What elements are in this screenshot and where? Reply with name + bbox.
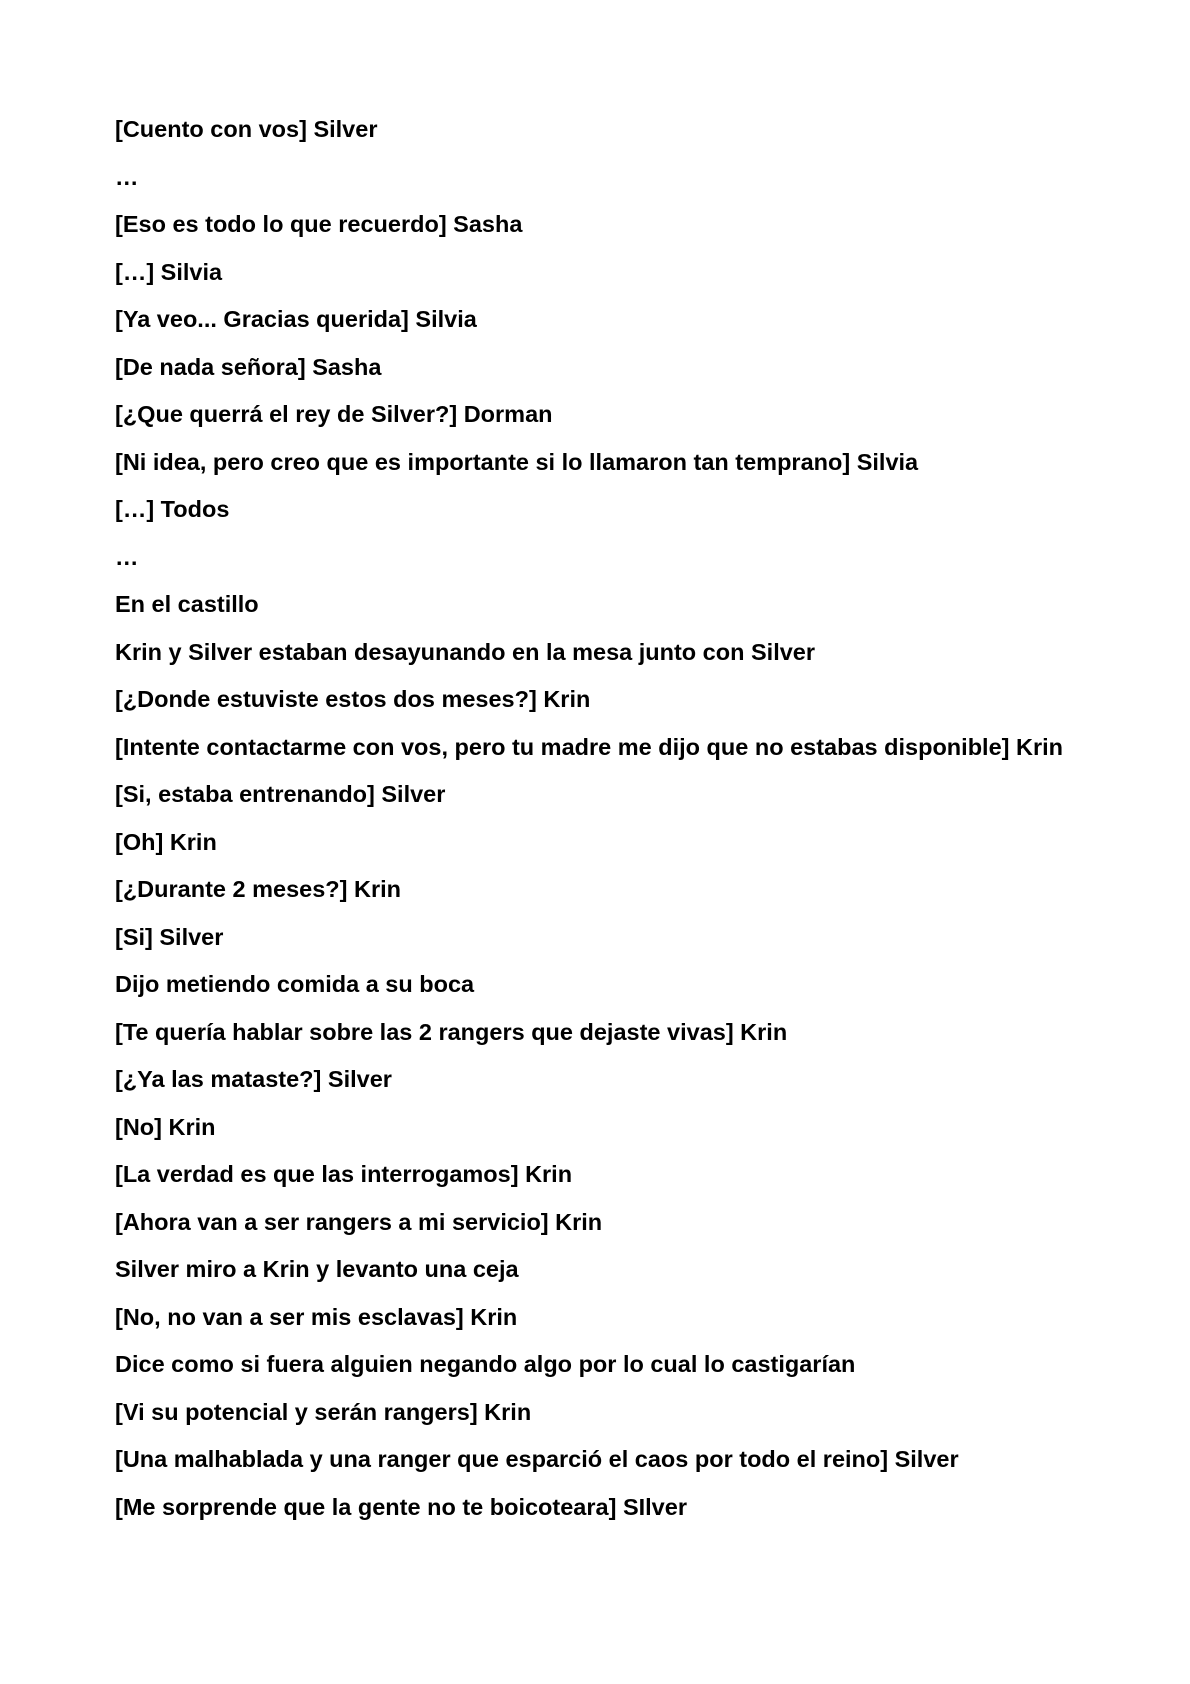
- text-line: …: [115, 543, 139, 570]
- text-line: [Ya veo... Gracias querida] Silvia: [115, 306, 477, 332]
- text-line: [Oh] Krin: [115, 828, 217, 855]
- text-line: […] Todos: [115, 496, 230, 522]
- text-line: [Intente contactarme con vos, pero tu madre me dijo que no estabas disponible] Krin: [115, 733, 1063, 760]
- text-line: Dice como si fuera alguien negando algo por lo cual lo castigarían: [115, 1351, 856, 1377]
- document-body: [115, 113, 1075, 1538]
- text-line: [Te quería hablar sobre las 2 rangers que dejaste vivas] Krin: [115, 1018, 788, 1045]
- text-line: Silver miro a Krin y levanto una ceja: [115, 1256, 519, 1282]
- text-line: [Vi su potencial y serán rangers] Krin: [115, 1398, 532, 1425]
- text-line: [¿Donde estuviste estos dos meses?] Krin: [115, 686, 591, 712]
- text-line: [Ni idea, pero creo que es importante si lo llamaron tan temprano] Silvia: [115, 448, 919, 475]
- text-line: [De nada señora] Sasha: [115, 353, 382, 380]
- text-line: [Si, estaba entrenando] Silver: [115, 781, 446, 807]
- text-line: [No, no van a ser mis esclavas] Krin: [115, 1303, 518, 1330]
- text-line: [¿Que querrá el rey de Silver?] Dorman: [115, 401, 553, 427]
- text-line: [¿Ya las mataste?] Silver: [115, 1066, 392, 1092]
- text-line: [Si] Silver: [115, 923, 224, 950]
- text-line: [¿Durante 2 meses?] Krin: [115, 876, 401, 902]
- text-line: Dijo metiendo comida a su boca: [115, 971, 475, 997]
- text-line: [No] Krin: [115, 1113, 216, 1140]
- text-line: [Eso es todo lo que recuerdo] Sasha: [115, 211, 523, 237]
- text-line: […] Silvia: [115, 258, 223, 285]
- text-line: Krin y Silver estaban desayunando en la mesa junto con Silver: [115, 638, 816, 665]
- text-line: [Cuento con vos] Silver: [115, 116, 378, 142]
- text-line: En el castillo: [115, 591, 259, 617]
- text-line: [Me sorprende que la gente no te boicoteara] SIlver: [115, 1493, 687, 1520]
- text-line: [La verdad es que las interrogamos] Krin: [115, 1161, 573, 1187]
- text-line: …: [115, 163, 139, 190]
- text-line: [Una malhablada y una ranger que esparció el caos por todo el reino] Silver: [115, 1446, 959, 1472]
- text-line: [Ahora van a ser rangers a mi servicio] Krin: [115, 1208, 603, 1235]
